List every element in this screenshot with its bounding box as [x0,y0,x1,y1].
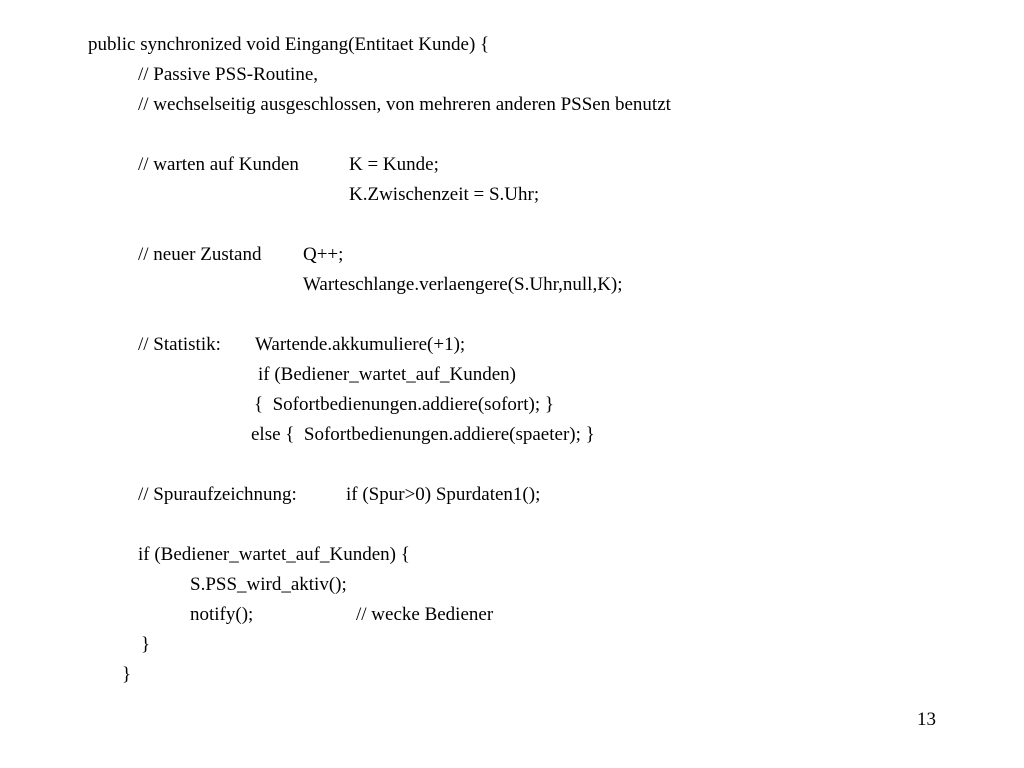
code-line: notify(); [190,604,254,625]
page-number: 13 [917,709,936,730]
code-line: // wechselseitig ausgeschlossen, von mehreren anderen PSSen benutzt [138,94,671,115]
code-line: if (Spur>0) Spurdaten1(); [346,484,541,505]
code-line: K.Zwischenzeit = S.Uhr; [349,184,540,205]
code-line: if (Bediener_wartet_auf_Kunden) { [138,544,410,565]
code-line: // wecke Bediener [356,604,494,625]
code-line: Wartende.akkumuliere(+1); [255,334,466,355]
code-line: { Sofortbedienungen.addiere(sofort); } [254,394,554,415]
code-line: Warteschlange.verlaengere(S.Uhr,null,K); [303,274,623,295]
code-line: // Statistik: [138,334,221,355]
code-line: // Spuraufzeichnung: [138,484,297,505]
code-line: // Passive PSS-Routine, [138,64,318,85]
code-line: // neuer Zustand [138,244,262,265]
code-line: // warten auf Kunden [138,154,299,175]
code-line: } [141,634,151,655]
code-line: else { Sofortbedienungen.addiere(spaeter); } [251,424,595,445]
code-line: } [122,664,132,685]
code-line: Q++; [303,244,344,265]
code-line: public synchronized void Eingang(Entitaet Kunde) { [88,34,490,55]
code-line: S.PSS_wird_aktiv(); [190,574,347,595]
code-line: if (Bediener_wartet_auf_Kunden) [258,364,516,385]
code-line: K = Kunde; [349,154,439,175]
